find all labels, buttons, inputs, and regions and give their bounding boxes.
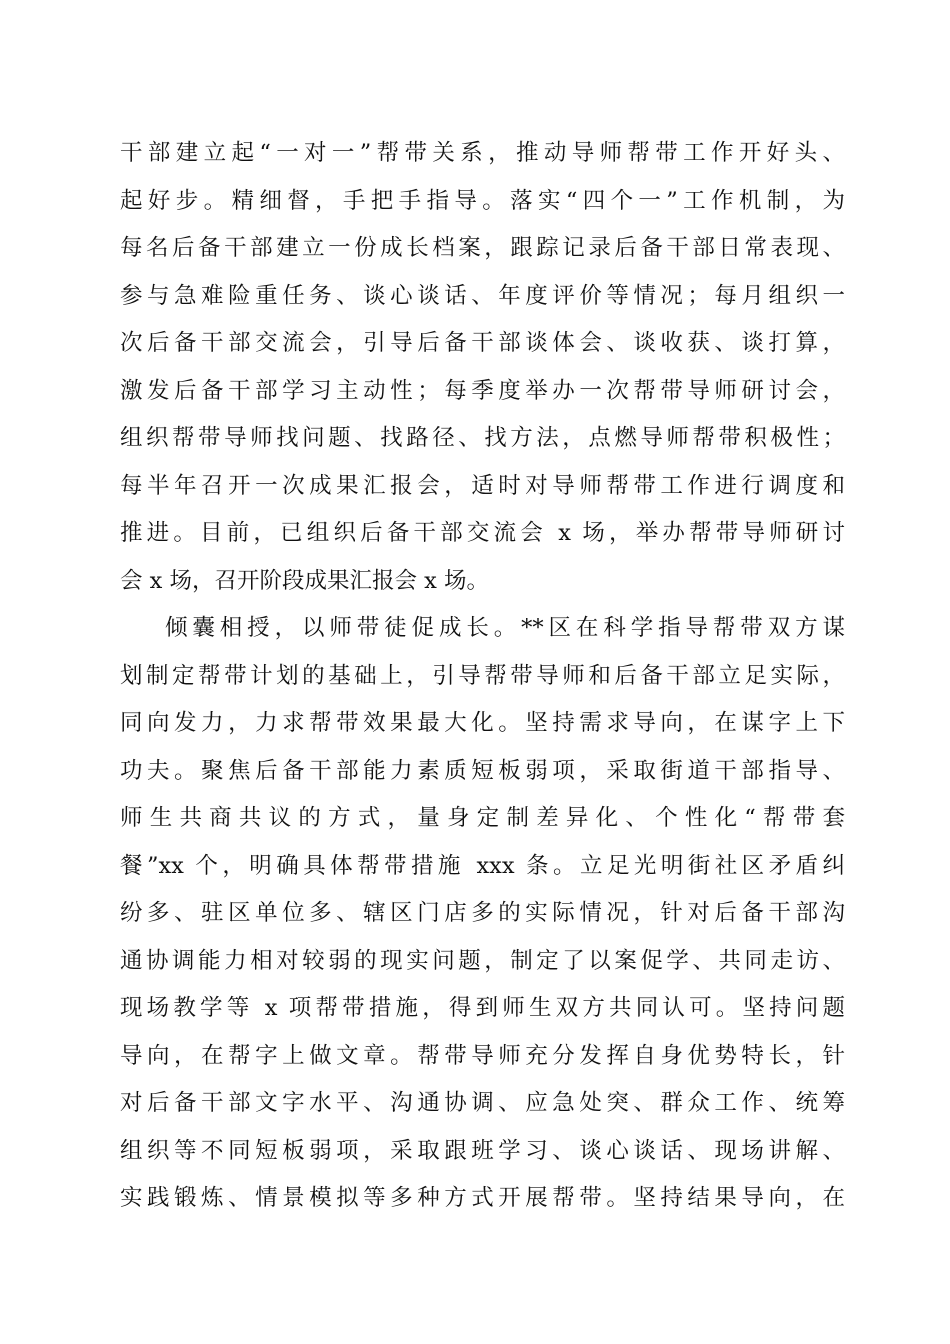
text-line: 师生共商共议的方式，量身定制差异化、个性化“帮带套 xyxy=(120,805,845,831)
text-line: 对后备干部文字水平、沟通协调、应急处突、群众工作、统筹 xyxy=(120,1090,845,1116)
text-line: 实践锻炼、情景模拟等多种方式开展帮带。坚持结果导向，在 xyxy=(120,1185,845,1211)
text-line: 通协调能力相对较弱的现实问题，制定了以案促学、共同走访、 xyxy=(120,947,845,974)
paragraph-1 xyxy=(120,130,845,605)
text-line: 划制定帮带计划的基础上，引导帮带导师和后备干部立足实际， xyxy=(120,662,845,689)
text-line: 功夫。聚焦后备干部能力素质短板弱项，采取街道干部指导、 xyxy=(120,757,845,784)
text-line: 会 x 场，召开阶段成果汇报会 x 场。 xyxy=(120,567,489,594)
text-line: 干部建立起“一对一”帮带关系，推动导师帮带工作开好头、 xyxy=(120,140,845,166)
text-line: 倾囊相授，以师带徒促成长。**区在科学指导帮带双方谋 xyxy=(165,615,845,641)
text-line: 每半年召开一次成果汇报会，适时对导师帮带工作进行调度和 xyxy=(120,472,845,499)
text-line: 现场教学等 x 项帮带措施，得到师生双方共同认可。坚持问题 xyxy=(120,995,845,1021)
body-text xyxy=(120,130,845,1223)
text-line: 参与急难险重任务、谈心谈话、年度评价等情况；每月组织一 xyxy=(120,282,845,309)
paragraph-2 xyxy=(120,605,845,1223)
text-line: 纷多、驻区单位多、辖区门店多的实际情况，针对后备干部沟 xyxy=(120,900,845,926)
text-line: 组织帮带导师找问题、找路径、找方法，点燃导师帮带积极性； xyxy=(120,425,845,451)
text-line: 每名后备干部建立一份成长档案，跟踪记录后备干部日常表现、 xyxy=(120,235,845,261)
text-line: 餐”xx 个，明确具体帮带措施 xxx 条。立足光明街社区矛盾纠 xyxy=(120,852,845,879)
text-line: 推进。目前，已组织后备干部交流会 x 场，举办帮带导师研讨 xyxy=(120,520,845,546)
text-line: 导向，在帮字上做文章。帮带导师充分发挥自身优势特长，针 xyxy=(120,1042,845,1069)
text-line: 次后备干部交流会，引导后备干部谈体会、谈收获、谈打算， xyxy=(120,330,845,356)
text-line: 同向发力，力求帮带效果最大化。坚持需求导向，在谋字上下 xyxy=(120,710,845,736)
text-line: 激发后备干部学习主动性；每季度举办一次帮带导师研讨会， xyxy=(120,377,845,404)
text-line: 起好步。精细督，手把手指导。落实“四个一”工作机制，为 xyxy=(120,187,845,214)
text-line: 组织等不同短板弱项，采取跟班学习、谈心谈话、现场讲解、 xyxy=(120,1137,845,1164)
